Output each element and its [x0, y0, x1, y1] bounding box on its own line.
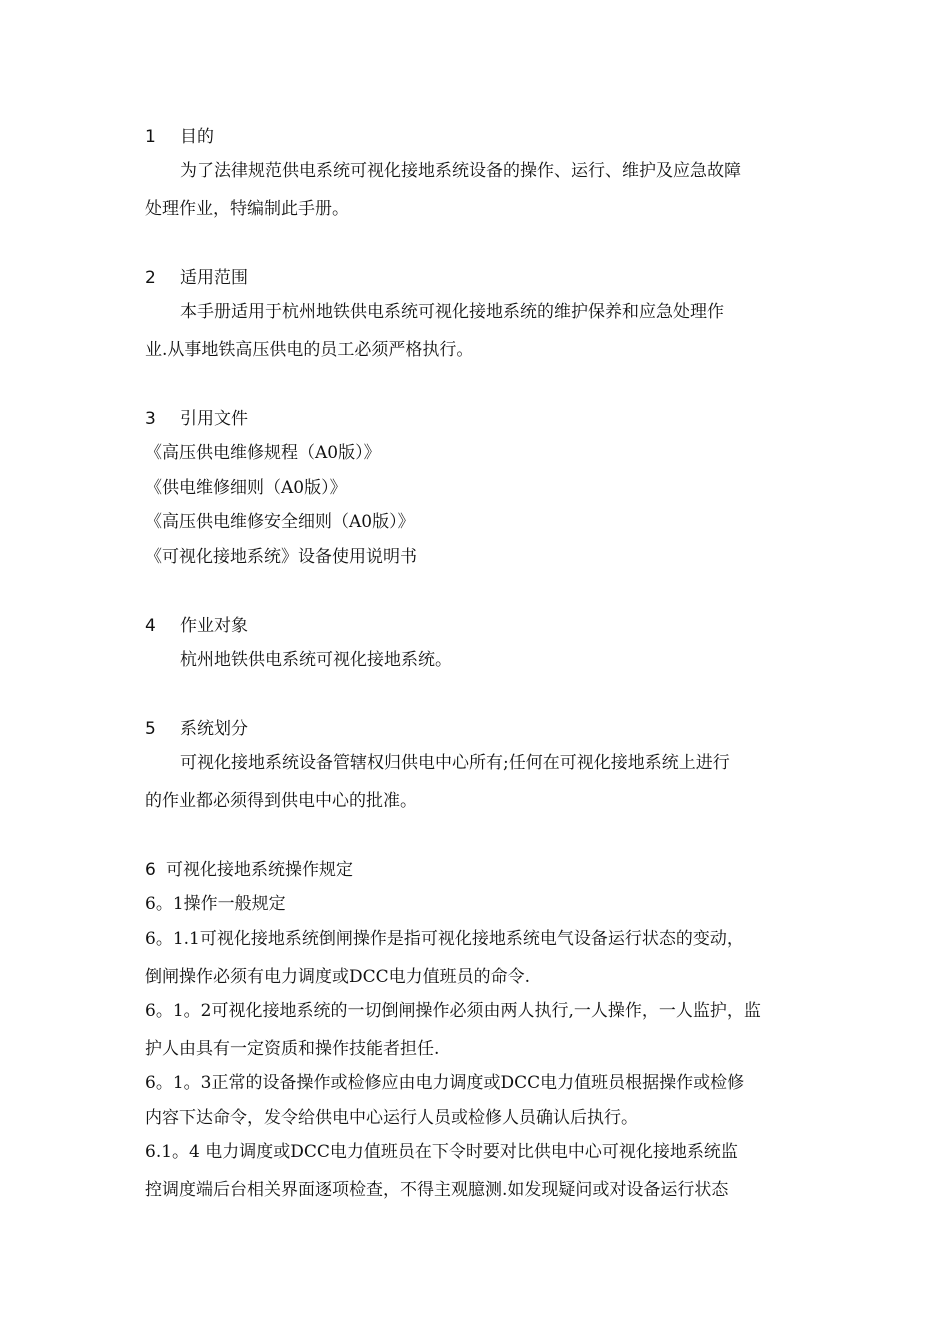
paragraph-line: 内容下达命令，发令给供电中心运行人员或检修人员确认后执行。 [145, 1108, 638, 1128]
section-title: 适用范围 [180, 268, 248, 288]
paragraph-line: 业.从事地铁高压供电的员工必须严格执行。 [145, 340, 474, 360]
section-heading-2 [145, 266, 248, 290]
section-title: 可视化接地系统操作规定 [166, 860, 353, 880]
section-heading-3 [145, 407, 248, 431]
section-heading-6 [145, 858, 353, 882]
section-heading-4 [145, 614, 248, 638]
reference-item: 《可视化接地系统》设备使用说明书 [145, 547, 417, 567]
paragraph-line: 护人由具有一定资质和操作技能者担任. [145, 1039, 440, 1059]
section-heading-1 [145, 125, 214, 149]
section-title: 作业对象 [180, 616, 248, 636]
section-number: 1 [145, 127, 156, 147]
section-number: 3 [145, 409, 156, 429]
section-number: 2 [145, 268, 156, 288]
paragraph-line: 本手册适用于杭州地铁供电系统可视化接地系统的维护保养和应急处理作 [180, 302, 724, 322]
paragraph-line: 处理作业，特编制此手册。 [145, 199, 349, 219]
section-title: 目的 [180, 127, 214, 147]
paragraph-line: 6.1。4 电力调度或DCC电力值班员在下令时要对比供电中心可视化接地系统监 [145, 1142, 738, 1162]
paragraph-line: 为了法律规范供电系统可视化接地系统设备的操作、运行、维护及应急故障 [180, 161, 741, 181]
section-number: 5 [145, 719, 156, 739]
section-title: 引用文件 [180, 409, 248, 429]
paragraph-line: 的作业都必须得到供电中心的批准。 [145, 791, 417, 811]
reference-item: 《供电维修细则（A0版）》 [145, 478, 347, 498]
paragraph-line: 可视化接地系统设备管辖权归供电中心所有;任何在可视化接地系统上进行 [180, 753, 730, 773]
paragraph-line: 杭州地铁供电系统可视化接地系统。 [180, 650, 452, 670]
reference-item: 《高压供电维修安全细则（A0版）》 [145, 512, 415, 532]
paragraph-line: 6。1。3正常的设备操作或检修应由电力调度或DCC电力值班员根据操作或检修 [145, 1073, 745, 1093]
paragraph-line: 控调度端后台相关界面逐项检查，不得主观臆测.如发现疑问或对设备运行状态 [145, 1180, 729, 1200]
paragraph-line: 倒闸操作必须有电力调度或DCC电力值班员的命令. [145, 967, 531, 987]
paragraph-line: 6。1.1可视化接地系统倒闸操作是指可视化接地系统电气设备运行状态的变动， [145, 929, 744, 949]
subsection-heading: 6。1操作一般规定 [145, 894, 286, 914]
section-title: 系统划分 [180, 719, 248, 739]
paragraph-line: 6。1。2可视化接地系统的一切倒闸操作必须由两人执行,一人操作，一人监护，监 [145, 1001, 761, 1021]
section-heading-5 [145, 717, 248, 741]
section-number: 4 [145, 616, 156, 636]
section-number: 6 [145, 860, 156, 880]
reference-item: 《高压供电维修规程（A0版）》 [145, 443, 381, 463]
